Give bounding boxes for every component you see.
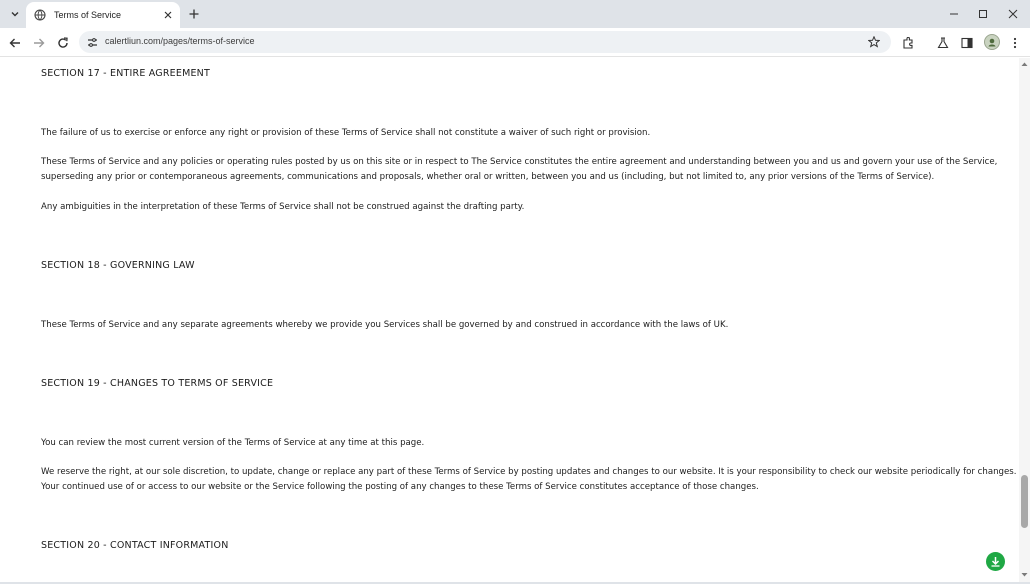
url-text: calertliun.com/pages/terms-of-service [105,36,255,46]
site-info-icon[interactable] [83,33,101,51]
labs-flask-icon[interactable] [934,34,952,52]
active-tab[interactable] [26,2,180,28]
paragraph [41,318,981,333]
section-heading: SECTION 17 - ENTIRE AGREEMENT [41,68,210,79]
forward-arrow-icon[interactable] [30,34,48,52]
tab-strip [0,0,1030,28]
tab-search-icon[interactable] [4,4,26,24]
paragraph [41,465,1017,495]
paragraph-line: These Terms of Service and any policies or operating rules posted by us on this site or in respect to The Service constitutes the entire agreement and understanding between you and us and govern your use of the Service, [41,157,998,167]
paragraph [41,126,981,141]
browser-toolbar [0,28,1030,57]
maximize-icon[interactable] [975,6,991,22]
download-arrow-icon [990,556,1001,567]
section-heading: SECTION 20 - CONTACT INFORMATION [41,540,229,551]
page-viewport [0,58,1019,584]
minimize-icon[interactable] [946,6,962,22]
section-heading: SECTION 18 - GOVERNING LAW [41,260,195,271]
reload-icon[interactable] [54,34,72,52]
paragraph-line: superseding any prior or contemporaneous agreements, communications and proposals, whether oral or written, between you and us (including, but not limited to, any prior versions of the Terms of Service). [41,172,935,182]
globe-icon [33,8,47,22]
paragraph-line: Your continued use of or access to our website or the Service following the posting of any changes to these Terms of Service constitutes acceptance of those changes. [41,482,759,492]
scroll-up-icon[interactable] [1021,61,1028,68]
profile-avatar[interactable] [984,34,1000,50]
section-heading: SECTION 19 - CHANGES TO TERMS OF SERVICE [41,378,274,389]
paragraph [41,436,981,451]
side-panel-icon[interactable] [958,34,976,52]
tab-title: Terms of Service [54,10,122,20]
paragraph-line: We reserve the right, at our sole discretion, to update, change or replace any part of these Terms of Service by posting updates and changes to our website. It is your responsibility to check our website periodically for changes. [41,467,1017,477]
paragraph-line: Any ambiguities in the interpretation of these Terms of Service shall not be construed against the drafting party. [41,202,525,212]
paragraph-line: The failure of us to exercise or enforce any right or provision of these Terms of Service shall not constitute a waiver of such right or provision. [41,128,651,138]
extensions-icon[interactable] [899,34,917,52]
vertical-scrollbar[interactable] [1019,58,1030,584]
paragraph-line: These Terms of Service and any separate agreements whereby we provide you Services shall be governed by and construed in accordance with the laws of UK. [41,320,729,330]
back-arrow-icon[interactable] [6,34,24,52]
kebab-menu-icon[interactable] [1006,34,1024,52]
scroll-thumb[interactable] [1021,475,1028,528]
paragraph [41,200,981,215]
scroll-down-icon[interactable] [1021,571,1028,578]
paragraph-line: You can review the most current version of the Terms of Service at any time at this page. [41,438,425,448]
close-icon[interactable] [161,8,175,22]
paragraph [41,155,998,185]
floating-download-button[interactable] [986,552,1005,571]
window-close-icon[interactable] [1005,6,1021,22]
plus-icon[interactable] [186,6,202,22]
address-bar[interactable] [79,31,891,53]
star-icon[interactable] [865,33,883,51]
